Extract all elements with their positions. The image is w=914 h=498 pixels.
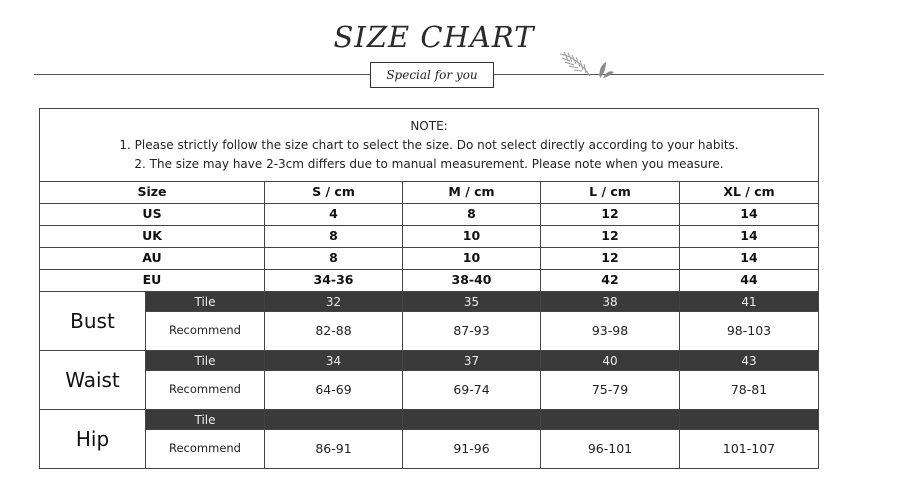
recommend-label: Recommend [146, 371, 265, 410]
tile-cell: 41 [680, 292, 819, 312]
recommend-label: Recommend [146, 430, 265, 469]
page-title: SIZE CHART [333, 20, 535, 54]
tile-label: Tile [146, 351, 265, 371]
region-label: AU [40, 248, 265, 270]
column-header: XL / cm [680, 182, 819, 204]
subtitle-badge: Special for you [370, 62, 494, 88]
size-cell: 42 [541, 270, 680, 292]
table-row [40, 226, 819, 248]
column-header: S / cm [265, 182, 403, 204]
table-row [40, 292, 819, 312]
tile-cell: 32 [265, 292, 403, 312]
measurement-label: Hip [40, 410, 146, 469]
note-heading: NOTE: [410, 118, 448, 133]
tile-cell: 40 [541, 351, 680, 371]
table-row [40, 430, 819, 469]
recommend-cell: 91-96 [403, 430, 541, 469]
table-row [40, 204, 819, 226]
size-cell: 10 [403, 226, 541, 248]
recommend-cell: 78-81 [680, 371, 819, 410]
note-box [40, 109, 819, 182]
size-cell: 38-40 [403, 270, 541, 292]
size-cell: 14 [680, 226, 819, 248]
region-label: US [40, 204, 265, 226]
size-cell: 34-36 [265, 270, 403, 292]
region-label: UK [40, 226, 265, 248]
table-row [40, 248, 819, 270]
recommend-label: Recommend [146, 312, 265, 351]
tile-cell [403, 410, 541, 430]
size-cell: 10 [403, 248, 541, 270]
recommend-cell: 69-74 [403, 371, 541, 410]
recommend-cell: 82-88 [265, 312, 403, 351]
table-row [40, 270, 819, 292]
table-row [40, 351, 819, 371]
size-cell: 8 [265, 226, 403, 248]
size-cell: 8 [265, 248, 403, 270]
table-header-row [40, 182, 819, 204]
size-chart-table [39, 108, 819, 469]
table-row [40, 371, 819, 410]
region-label: EU [40, 270, 265, 292]
size-cell: 4 [265, 204, 403, 226]
size-cell: 44 [680, 270, 819, 292]
tile-cell: 38 [541, 292, 680, 312]
size-cell: 14 [680, 248, 819, 270]
tile-cell: 43 [680, 351, 819, 371]
size-cell: 12 [541, 226, 680, 248]
note-line: 2. The size may have 2-3cm differs due to manual measurement. Please note when you measure. [134, 156, 724, 171]
tile-cell [680, 410, 819, 430]
tile-label: Tile [146, 410, 265, 430]
recommend-cell: 101-107 [680, 430, 819, 469]
recommend-cell: 64-69 [265, 371, 403, 410]
column-header: M / cm [403, 182, 541, 204]
tile-cell [265, 410, 403, 430]
tile-cell: 34 [265, 351, 403, 371]
recommend-cell: 87-93 [403, 312, 541, 351]
column-header: L / cm [541, 182, 680, 204]
size-cell: 8 [403, 204, 541, 226]
recommend-cell: 75-79 [541, 371, 680, 410]
note-line: 1. Please strictly follow the size chart to select the size. Do not select directly according to your habits. [119, 137, 739, 152]
leaf-icon [556, 48, 616, 80]
tile-label: Tile [146, 292, 265, 312]
recommend-cell: 96-101 [541, 430, 680, 469]
table-row [40, 410, 819, 430]
tile-cell: 37 [403, 351, 541, 371]
size-cell: 14 [680, 204, 819, 226]
recommend-cell: 98-103 [680, 312, 819, 351]
column-header: Size [40, 182, 265, 204]
tile-cell [541, 410, 680, 430]
size-cell: 12 [541, 248, 680, 270]
recommend-cell: 93-98 [541, 312, 680, 351]
table-row [40, 312, 819, 351]
measurement-label: Waist [40, 351, 146, 410]
recommend-cell: 86-91 [265, 430, 403, 469]
measurement-label: Bust [40, 292, 146, 351]
size-cell: 12 [541, 204, 680, 226]
tile-cell: 35 [403, 292, 541, 312]
